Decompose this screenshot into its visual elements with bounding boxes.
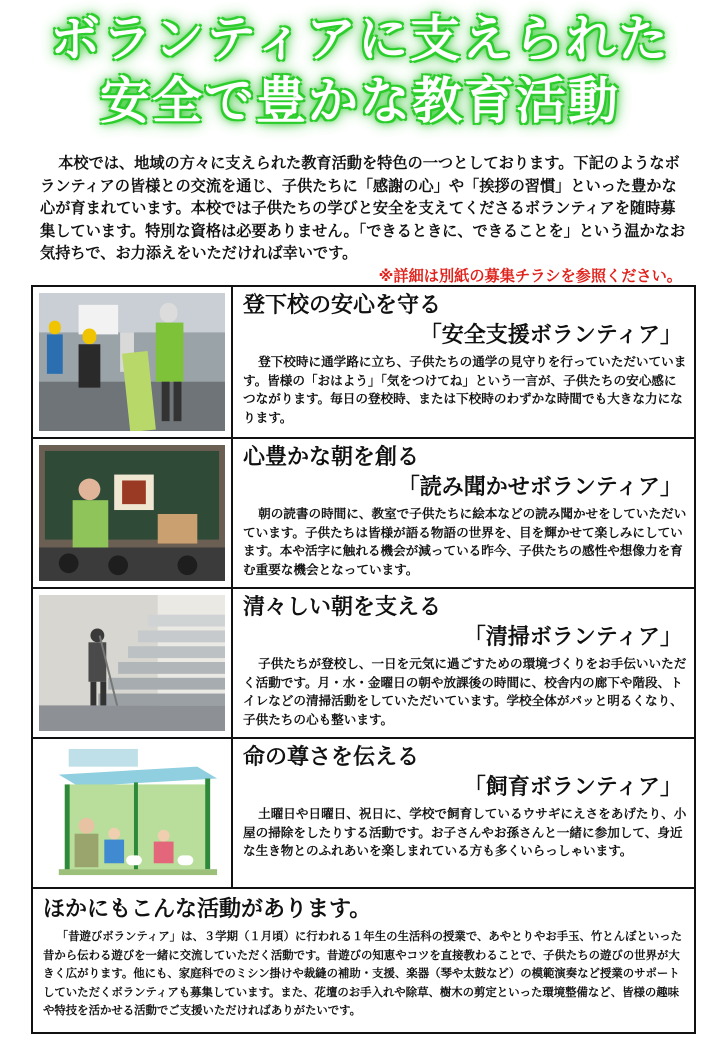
activities-panel [31, 285, 696, 1034]
title-line-1: ボランティアに支えられた [50, 10, 670, 68]
section-cleaning [33, 589, 694, 739]
section-volunteer-name: 「飼育ボランティア」 [463, 775, 682, 800]
crossing-guard-photo [33, 287, 233, 437]
other-activities-heading: ほかにもこんな活動があります。 [43, 897, 372, 922]
section-safety-text [243, 291, 688, 427]
section-cleaning-text [243, 593, 688, 729]
section-body: 登下校時に通学路に立ち、子供たちの通学の見守りを行っていただいています。皆様の「おはよう」「気をつけてね」という一言が、子供たちの安心感につながります。毎日の登校時、または下校時のわずかな時間でも大きな力になります。 [243, 354, 687, 425]
section-heading: 心豊かな朝を創る [243, 445, 420, 470]
storytelling-photo [33, 439, 233, 587]
other-activities-body: 「昔遊びボランティア」は、３学期（１月頃）に行われる１年生の生活科の授業で、あやとりやお手玉、竹とんぼといった昔から伝わる遊びを一緒に交流していただく活動です。昔遊びの知恵やコツを直接教わることで、子供たちの遊びの世界が大きく広がります。他にも、家庭科でのミシン掛けや裁縫の補助・支援、楽器（琴や太鼓など）の模範演奏など授業のサポートしていただくボランティアも募集しています。また、花壇のお手入れや除草、樹木の剪定といった環境整備など、皆様の趣味や特技を活かせる活動でご支援いただければありがたいです。 [43, 929, 683, 1017]
intro-text: 本校では、地域の方々に支えられた教育活動を特色の一つとしております。下記のようなボランティアの皆様との交流を通じ、子供たちに「感謝の心」や「挨拶の習慣」といった豊かな心が育まれています。本校では子供たちの学びと安全を支えてくださるボランティアを随時募集しています。特別な資格は必要ありません。「できるときに、できることを」という温かなお気持ちで、お力添えをいただければ幸いです。 [40, 154, 686, 262]
section-heading: 清々しい朝を支える [243, 595, 442, 620]
other-activities [33, 889, 694, 1026]
intro-paragraph [40, 152, 690, 287]
section-animal-care [33, 739, 694, 889]
section-reading [33, 439, 694, 589]
stair-cleaning-photo [33, 589, 233, 737]
intro-note: ※詳細は別紙の募集チラシを参照ください。 [378, 266, 682, 285]
section-heading: 登下校の安心を守る [243, 293, 442, 318]
section-volunteer-name: 「清掃ボランティア」 [463, 625, 682, 650]
section-heading: 命の尊さを伝える [243, 745, 420, 770]
title-line-2: 安全で豊かな教育活動 [100, 72, 620, 130]
section-body: 土曜日や日曜日、祝日に、学校で飼育しているウサギにえさをあげたり、小屋の掃除をしたりする活動です。お子さんやお孫さんと一緒に参加して、身近な生き物とのふれあいを楽しまれている方も多くいらっしゃいます。 [243, 806, 687, 858]
page-title [0, 8, 720, 132]
section-reading-text [243, 443, 688, 579]
section-body: 朝の読書の時間に、教室で子供たちに絵本などの読み聞かせをしていただいています。子供たちは皆様が語る物語の世界を、目を輝かせて楽しみにしています。本や活字に触れる機会が減っている昨今、子供たちの感性や想像力を育む重要な機会となっています。 [243, 506, 687, 577]
rabbit-hutch-illustration [33, 739, 233, 887]
section-body: 子供たちが登校し、一日を元気に過ごすための環境づくりをお手伝いいただく活動です。月・水・金曜日の朝や放課後の時間に、校舎内の廊下や階段、トイレなどの清掃活動をしていただいています。学校全体がパッと明るくなり、子供たちの心も整います。 [243, 656, 687, 727]
section-volunteer-name: 「安全支援ボランティア」 [419, 323, 682, 348]
section-animal-care-text [243, 743, 688, 861]
section-safety [33, 287, 694, 439]
section-volunteer-name: 「読み聞かせボランティア」 [397, 475, 682, 500]
